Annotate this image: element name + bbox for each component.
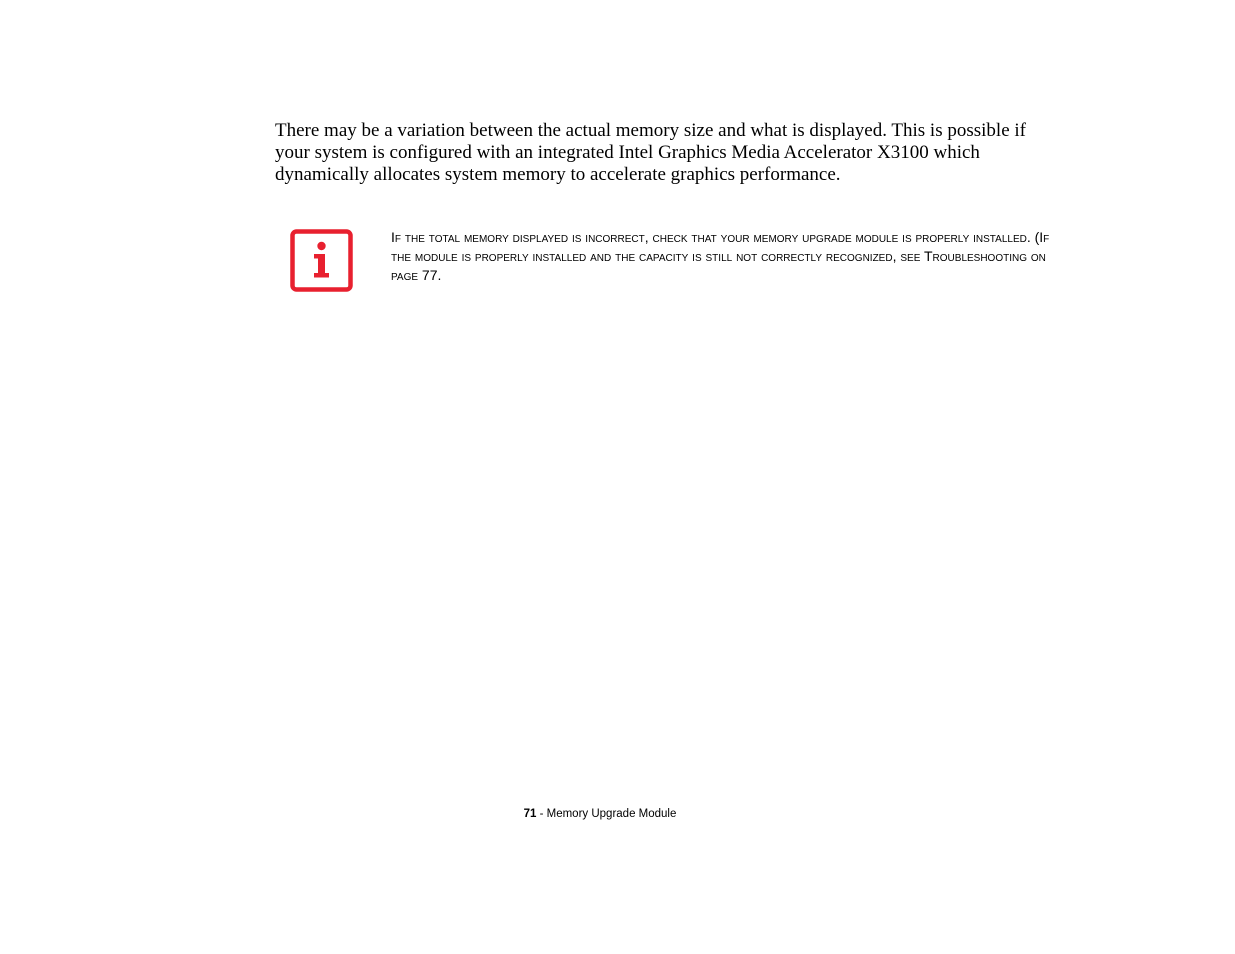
footer-separator: - — [536, 808, 547, 820]
page-number: 71 — [523, 808, 537, 820]
info-icon — [290, 229, 353, 292]
note-text: If the total memory displayed is incorrect, check that your memory upgrade module is properly installed. (If the module is properly installed and the capacity is still not correctly recognized, see Troubleshooting on page 77. — [391, 229, 1050, 283]
body-paragraph: There may be a variation between the actual memory size and what is displayed. This is possible if your system is configured with an integrated Intel Graphics Media Accelerator X3100 which dynamically allocates system memory to accelerate graphics performance. — [275, 120, 1026, 185]
page-footer — [0, 806, 1200, 822]
section-title: Memory Upgrade Module — [546, 808, 677, 820]
